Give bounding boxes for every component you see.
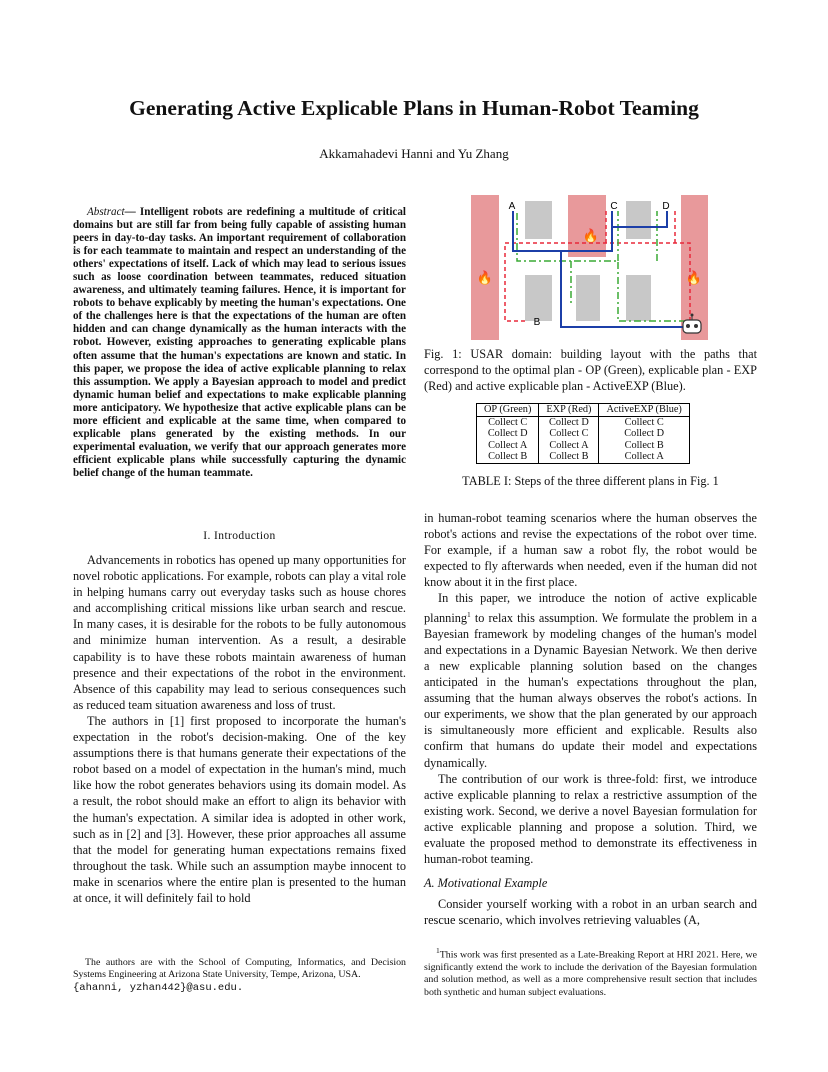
figure-label-d: D bbox=[662, 201, 670, 212]
paragraph-text: In this paper, we introduce the notion of active explicable planning bbox=[424, 591, 757, 625]
abstract bbox=[73, 206, 406, 480]
paragraph-text: to relax this assumption. We formulate the problem in a Bayesian framework by modeling changes of the human's model and expectations in a Dynamic Bayesian Network. We then derive a new explicable planning solution based on the changes anticipated in the human's expectations throughout the plan, assuming that the human always observes the robot's actions. In our experiments, we show that the plan generated by our approach is simultaneously more efficient and explicable. Results also confirm that humans do update their model and expectations dynamically. bbox=[424, 610, 757, 770]
wall bbox=[576, 275, 600, 321]
paragraph: Consider yourself working with a robot in an urban search and rescue scenario, which involves retrieving valuables (A, bbox=[424, 897, 757, 928]
table-caption: TABLE I: Steps of the three different plans in Fig. 1 bbox=[462, 474, 719, 488]
table-cell: Collect B bbox=[599, 440, 689, 452]
wall bbox=[626, 275, 651, 321]
danger-zone-right bbox=[681, 195, 708, 340]
fire-icon: 🔥 bbox=[685, 270, 703, 285]
paper-title: Generating Active Explicable Plans in Human-Robot Teaming bbox=[129, 96, 699, 120]
paper-authors: Akkamahadevi Hanni and Yu Zhang bbox=[319, 146, 509, 161]
abstract-label: Abstract bbox=[87, 206, 125, 218]
footnote-number: 1 bbox=[436, 946, 440, 955]
table-cell: Collect D bbox=[539, 416, 599, 428]
footnote bbox=[424, 945, 757, 999]
abstract-text: — Intelligent robots are redefining a multitude of critical domains but are still far from being fully capable of assisting human peers in day-to-day tasks. An important requirement of collaboration is for each teammate to maintain and respect an understanding of the others' expectations of itself. Lack of which may lead to serious issues such as loose coordination between teammates, reduced situation awareness, and ultimately teaming failures. Hence, it is important for robots to behave explicably by meeting the human's expectations. One of the challenges here is that the expectations of the human are often hidden and can change dynamically as the human interacts with the robot. However, existing approaches to generating explicable plans often assume that the human's expectations are known and static. In this paper, we propose the idea of active explicable planning to relax this assumption. We apply a Bayesian approach to model and predict dynamic human belief and expectations to make explicable planning more anticipatory. We hypothesize that active explicable plans can be more efficient and explicable at the same time, when compared to explicable plans generated by the existing methods. In our experimental evaluation, we verify that our approach generates more efficient explicable plans while successfully capturing the dynamic belief change of the human teammate. bbox=[73, 206, 406, 479]
table-cell: Collect A bbox=[477, 440, 539, 452]
table-header: ActiveEXP (Blue) bbox=[599, 404, 689, 417]
table-cell: Collect D bbox=[477, 428, 539, 440]
danger-zone-top bbox=[568, 195, 606, 257]
table-row bbox=[477, 440, 690, 452]
danger-zone-left bbox=[471, 195, 499, 340]
figure-label-c: C bbox=[610, 201, 618, 212]
table-cell: Collect D bbox=[599, 428, 689, 440]
right-column-body-continued bbox=[424, 896, 757, 928]
plan-steps-table bbox=[476, 403, 690, 464]
figure-caption: Fig. 1: USAR domain: building layout with the paths that correspond to the optimal plan - OP (Green), explicable plan - EXP (Red) and active explicable plan - ActiveEXP (Blue). bbox=[424, 347, 757, 394]
table-cell: Collect A bbox=[539, 440, 599, 452]
fire-icon: 🔥 bbox=[582, 228, 600, 243]
footnote-text: This work was first presented as a Late-Breaking Report at HRI 2021. Here, we significantly extend the work to include the derivation of the Bayesian formulation and solution method, as well as a more comprehensive result section that includes both synthetic and human subject evaluations. bbox=[424, 949, 757, 998]
left-column-body bbox=[73, 552, 406, 906]
table-cell: Collect C bbox=[599, 416, 689, 428]
table-row bbox=[477, 416, 690, 428]
paragraph bbox=[424, 590, 757, 770]
table-header: EXP (Red) bbox=[539, 404, 599, 417]
usar-domain-figure bbox=[471, 195, 708, 340]
author-emails: {ahanni, yzhan442}@asu.edu. bbox=[73, 981, 244, 994]
figure-label-b: B bbox=[533, 317, 541, 328]
footnote-mark: 1 bbox=[467, 609, 471, 619]
table-cell: Collect B bbox=[539, 451, 599, 463]
subsection-heading: A. Motivational Example bbox=[424, 876, 548, 890]
paragraph: The contribution of our work is three-fold: first, we introduce active explicable planning to relax a restrictive assumption of the existing work. Second, we derive a novel Bayesian formulation for active explicable planning and propose a solution. Third, we evaluate the proposed method to demonstrate its effectiveness in human-robot teaming. bbox=[424, 771, 757, 867]
wall bbox=[626, 201, 651, 239]
table-cell: Collect B bbox=[477, 451, 539, 463]
paragraph: Advancements in robotics has opened up many opportunities for novel robotic applications. For example, robots can play a vital role in helping humans carry out everyday tasks such as house chores and accomplishing critical missions like urban search and rescue. In many cases, it is desirable for the robots to be fully autonomous and minimize human intervention. As a result, a desirable capability is to have these robots maintain awareness of human presence and their expectations of the robot in the environment. Absence of this capability may lead to serious consequences such as reduced team situation awareness and loss of trust. bbox=[73, 553, 406, 712]
table-row bbox=[477, 428, 690, 440]
fire-icon: 🔥 bbox=[476, 270, 494, 285]
paragraph: The authors in [1] first proposed to incorporate the human's expectation in the robot's decision-making. One of the key assumptions there is that humans generate their expectations of the robot based on a model of expectation in the human's mind, much like how the robot generates behaviors using its domain model. As a result, the robot should make an effort to align its behavior with the human's expectation. A similar idea is adopted in other work, such as in [2] and [3]. However, these prior approaches all assume that the model for generating human expectations remains fixed throughout the task. While such an assumption maybe innocent to make in scenarios where the entire plan is presented to the human at once, it will definitely fail to hold bbox=[73, 713, 406, 905]
table-header-row bbox=[477, 404, 690, 417]
author-affiliation-footnote bbox=[73, 957, 406, 994]
table-cell: Collect C bbox=[539, 428, 599, 440]
right-column-body bbox=[424, 510, 757, 867]
affiliation-text: The authors are with the School of Computing, Informatics, and Decision Systems Engineering at Arizona State University, Tempe, Arizona, USA. bbox=[73, 957, 406, 981]
paragraph: in human-robot teaming scenarios where the human observes the robot's actions and revise the expectations of the robot over time. For example, if a human saw a robot fly, the robot would be expected to fly afterwards when needed, even if the human did not know about it in the first place. bbox=[424, 511, 757, 590]
table-cell: Collect A bbox=[599, 451, 689, 463]
figure-label-a: A bbox=[508, 201, 516, 212]
wall bbox=[525, 201, 552, 239]
wall bbox=[525, 275, 552, 321]
table-header: OP (Green) bbox=[477, 404, 539, 417]
section-heading-introduction: I. Introduction bbox=[203, 530, 276, 542]
table-cell: Collect C bbox=[477, 416, 539, 428]
table-row bbox=[477, 451, 690, 463]
